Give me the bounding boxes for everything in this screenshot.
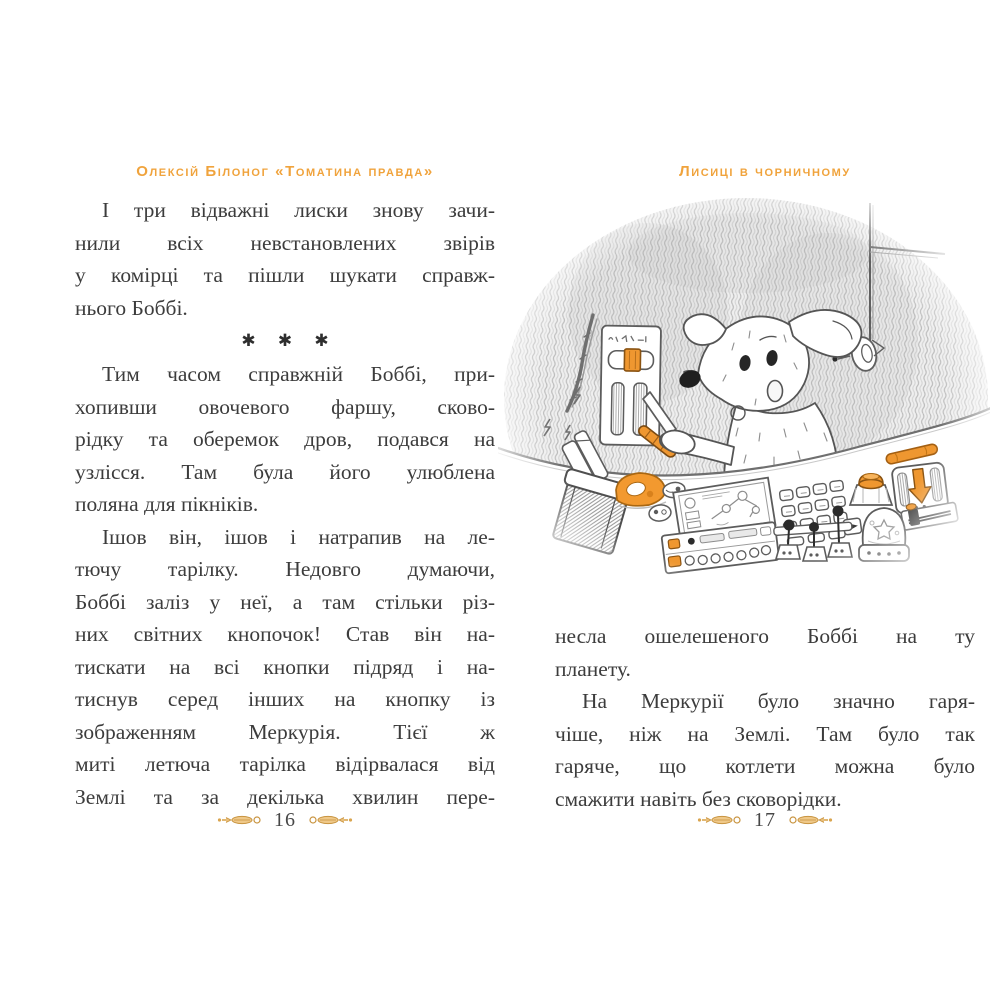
text-line: миті летюча тарілка відірвалася від	[75, 752, 495, 776]
text-line: гаряче, що котлети можна було	[555, 754, 975, 778]
left-running-header: Олексій Білоног «Томатина правда»	[136, 163, 434, 180]
flying-saucer-illustration	[498, 193, 990, 628]
text-line: зображенням Меркурія. Тієї ж	[75, 719, 495, 744]
text-line: нили всіх невстановлених звірів	[75, 230, 495, 255]
right-page-footer	[555, 806, 975, 834]
page-number: 17	[754, 808, 776, 831]
text-line: у комірці та пішли шукати справж-	[75, 263, 495, 287]
text-line: смажити навіть без сковорідки.	[555, 786, 842, 811]
text-line: тючу тарілку. Недовго думаючи,	[75, 557, 495, 581]
text-line: Ішов він, ішов і натрапив на ле-	[102, 524, 495, 549]
text-line: І три відважні лиски знову зачи-	[102, 198, 495, 222]
text-line: Тим часом справжній Боббі, при-	[102, 362, 495, 386]
text-line: них світних кнопочок! Став він на-	[75, 622, 495, 646]
footer-ornament-right-icon	[787, 814, 833, 826]
vignette	[498, 193, 990, 628]
section-separator: ✱ ✱ ✱	[241, 331, 338, 350]
text-line: рідку та оберемок дров, подався на	[75, 427, 495, 451]
footer-ornament-left-icon	[697, 814, 743, 826]
text-line: нього Боббі.	[75, 295, 188, 320]
text-line: планету.	[555, 656, 631, 681]
text-line: поляна для пікніків.	[75, 492, 259, 516]
text-line: На Меркурії було значно гаря-	[582, 689, 975, 713]
text-line: чіше, ніж на Землі. Там було так	[555, 721, 975, 746]
text-line: тискати на всі кнопки підряд і на-	[75, 654, 495, 679]
right-running-header: Лисиці в чорничному	[679, 163, 851, 180]
right-page-text	[555, 620, 975, 815]
left-page-footer	[75, 806, 495, 834]
text-line: тиснув серед інших на кнопку із	[75, 687, 495, 711]
text-line: Землі та за декілька хвилин пере-	[75, 784, 495, 809]
text-line: узлісся. Там була його улюблена	[75, 459, 495, 484]
left-page-text	[75, 194, 495, 813]
page-number: 16	[274, 808, 296, 831]
text-line: хопивши овочевого фаршу, сково-	[75, 394, 495, 419]
text-line: Боббі заліз у неї, а там стільки різ-	[75, 589, 495, 614]
footer-ornament-right-icon	[307, 814, 353, 826]
text-line: несла ошелешеного Боббі на ту	[555, 624, 975, 648]
footer-ornament-left-icon	[217, 814, 263, 826]
